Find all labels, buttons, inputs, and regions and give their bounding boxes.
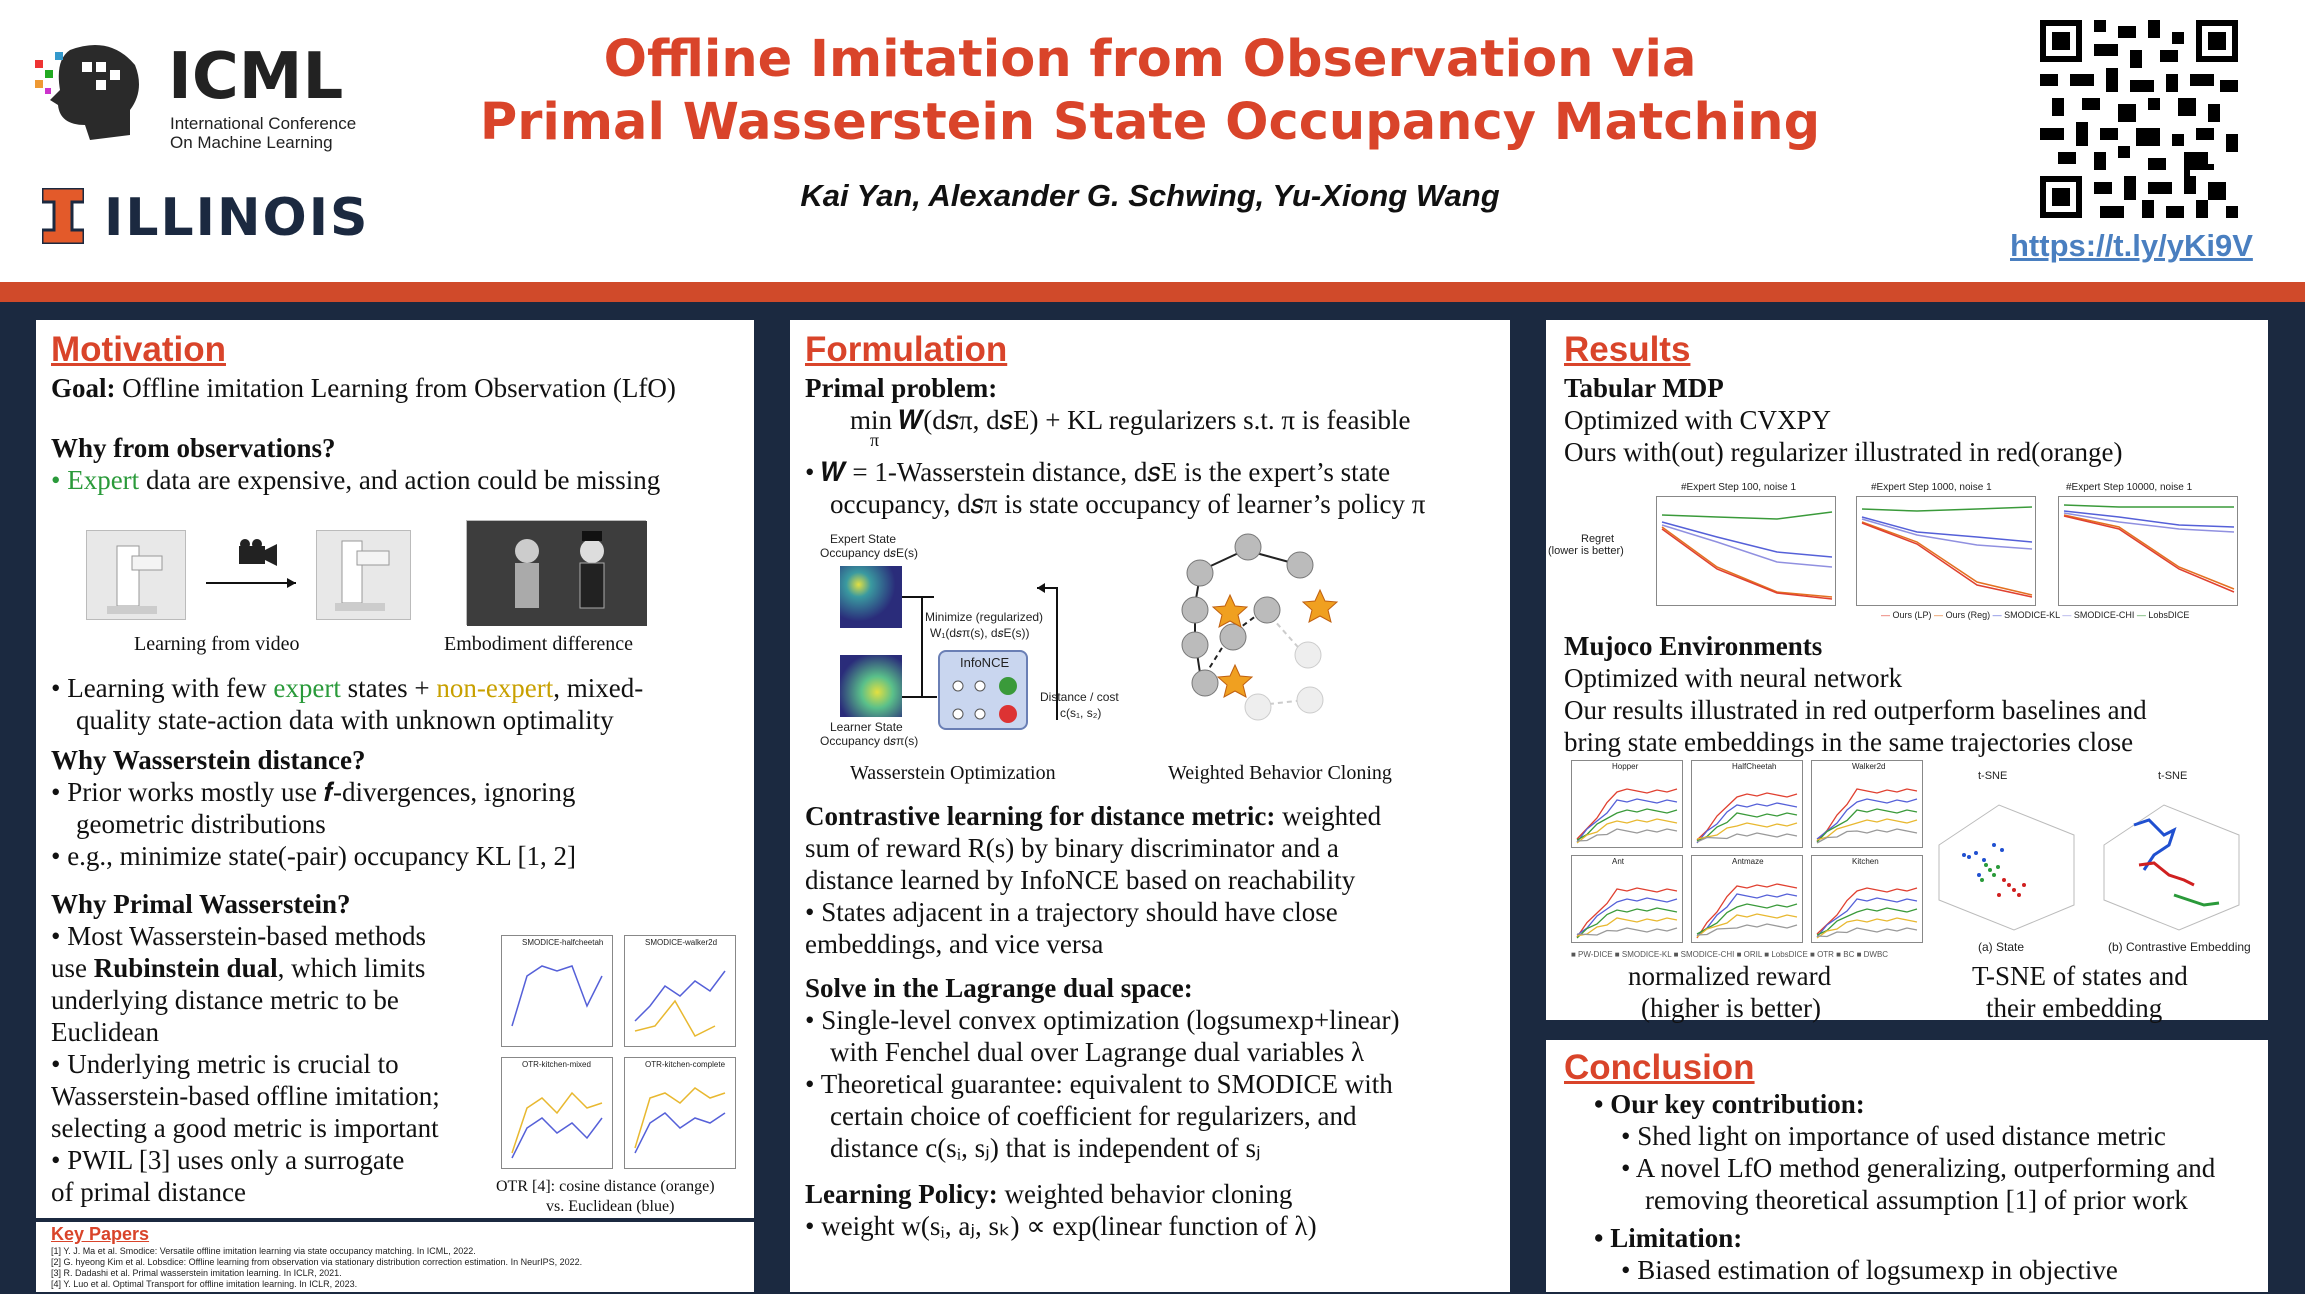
conclusion-heading: Conclusion	[1564, 1048, 1755, 1087]
w-def-2: occupancy, d𝑠π is state occupancy of learner’s policy π	[830, 489, 1426, 519]
formulation-panel	[790, 320, 1510, 1292]
cl-l5: embeddings, and vice versa	[805, 929, 1104, 959]
fig-expert-label2: Occupancy d𝑠E(s)	[820, 546, 918, 560]
ref-2: [2] G. hyeong Kim et al. Lobsdice: Offline learning from observation via stationary distribution correction estimation. In NeurIPS, 2022.	[51, 1257, 583, 1267]
why-observations: Why from observations?	[51, 433, 336, 463]
otr-caption-2: vs. Euclidean (blue)	[546, 1198, 675, 1215]
mujoco-curve	[1817, 928, 1917, 937]
tabular-l2: Ours with(out) regularizer illustrated in red(orange)	[1564, 437, 2123, 467]
caption-norm-1: normalized reward	[1628, 961, 1832, 991]
expert-word: Expert	[67, 465, 140, 495]
title-line-1: Offline Imitation from Observation via	[603, 30, 1697, 89]
tabular-legend: — Ours (LP) — Ours (Reg) — SMODICE-KL — SMODICE-CHI — LobsDICE	[1881, 610, 2190, 620]
why-primal: Why Primal Wasserstein?	[51, 889, 351, 919]
fig-learner-label2: Occupancy d𝑠π(s)	[820, 734, 919, 748]
expert-heatmap	[840, 566, 902, 628]
fig-w1: W₁(d𝑠π(s), d𝑠E(s))	[930, 626, 1030, 640]
tsne-plots	[1924, 785, 2254, 935]
header-divider	[0, 282, 2305, 302]
qr-code-icon[interactable]	[2040, 20, 2238, 218]
mujoco-l3: bring state embeddings in the same trajectories close	[1564, 727, 2134, 757]
goal-text: Offline imitation Learning from Observation (LfO)	[115, 373, 676, 403]
mujoco-plot-antmaze	[1691, 855, 1803, 943]
results-heading: Results	[1564, 330, 1691, 369]
fig-minimize: Minimize (regularized)	[925, 610, 1044, 624]
goal-line	[51, 372, 676, 404]
mujoco-plot-title: HalfCheetah	[1732, 762, 1777, 771]
ref-1: [1] Y. J. Ma et al. Smodice: Versatile offline imitation learning via state occupancy matching. In ICML, 2022.	[51, 1246, 476, 1256]
mujoco-heading: Mujoco Environments	[1564, 631, 1823, 661]
expert-word-2: expert	[273, 673, 341, 703]
otr-plot-3: OTR-kitchen-mixed	[501, 1057, 613, 1169]
mujoco-curve	[1577, 918, 1677, 936]
caption-learning-video: Learning from video	[134, 633, 300, 655]
icml-sub2: On Machine Learning	[170, 133, 333, 152]
icml-logo-icon	[30, 40, 150, 150]
authors: Kai Yan, Alexander G. Schwing, Yu-Xiong Wang	[800, 178, 1500, 213]
mujoco-curve	[1817, 898, 1917, 937]
mujoco-plot-walker2d	[1811, 760, 1923, 848]
tsne-caption-a: (a) State	[1978, 940, 2025, 954]
kc-2: • A novel LfO method generalizing, outperforming and	[1621, 1153, 2216, 1183]
tab-plot-title-1: #Expert Step 100, noise 1	[1681, 482, 1797, 493]
goal-label: Goal:	[51, 373, 116, 403]
ref-3: [3] R. Dadashi et al. Primal wasserstein imitation learning. In ICLR, 2021.	[51, 1268, 342, 1278]
kc-3: removing theoretical assumption [1] of prior work	[1645, 1185, 2188, 1215]
bullet-few-expert: • Learning with few expert states + non-expert, mixed-	[51, 673, 644, 703]
mujoco-l1: Optimized with neural network	[1564, 663, 1903, 693]
why-wasserstein: Why Wasserstein distance?	[51, 745, 366, 775]
embodiment-image	[466, 520, 646, 625]
caption-tsne-1: T-SNE of states and	[1972, 961, 2188, 991]
mujoco-legend: ■ PW-DICE ■ SMODICE-KL ■ SMODICE-CHI ■ ORIL ■ LobsDICE ■ OTR ■ BC ■ DWBC	[1571, 950, 1889, 959]
primal-l3: underlying distance metric to be	[51, 985, 399, 1015]
mujoco-curve	[1697, 833, 1797, 842]
robot-video-image	[86, 530, 186, 620]
tab-plot-title-3: #Expert Step 10000, noise 1	[2066, 482, 2193, 493]
cl-l4: • States adjacent in a trajectory should have close	[805, 897, 1338, 927]
kc-1: • Shed light on importance of used distance metric	[1621, 1121, 2166, 1151]
regret-label2: (lower is better)	[1548, 545, 1624, 557]
key-contribution: • Our key contribution:	[1594, 1089, 1865, 1119]
primal-l5: • Underlying metric is crucial to	[51, 1049, 399, 1079]
title-line-2: Primal Wasserstein State Occupancy Matching	[479, 93, 1821, 152]
tabular-plot-2	[1856, 496, 2036, 606]
w-def-1: • 𝑾 = 1-Wasserstein distance, d𝑠E is the expert’s state	[805, 457, 1391, 487]
primal-equation: min 𝑾(d𝑠π, d𝑠E) + KL regularizers s.t. π is feasible	[850, 405, 1411, 435]
primal-l8: • PWIL [3] uses only a surrogate	[51, 1145, 405, 1175]
mujoco-plot-title: Hopper	[1612, 762, 1639, 771]
caption-wopt: Wasserstein Optimization	[850, 762, 1056, 784]
cl-l2: sum of reward R(s) by binary discriminator and a	[805, 833, 1339, 863]
sl-l4: certain choice of coefficient for regularizers, and	[830, 1101, 1357, 1131]
sl-l5: distance c(sᵢ, sⱼ) that is independent of sⱼ	[830, 1133, 1261, 1163]
bullet-expert-rest: data are expensive, and action could be missing	[139, 465, 661, 495]
mujoco-curve	[1577, 928, 1677, 935]
primal-l2: use Rubinstein dual, which limits	[51, 953, 426, 983]
mujoco-plot-halfcheetah	[1691, 760, 1803, 848]
tsne-title-a: t-SNE	[1978, 770, 2008, 782]
mujoco-curve	[1697, 904, 1797, 934]
poster-link[interactable]: https://t.ly/yKi9V	[2010, 228, 2253, 263]
lim-1: • Biased estimation of logsumexp in objective	[1621, 1255, 2118, 1285]
regret-label: Regret	[1581, 533, 1615, 545]
cl-l3: distance learned by InfoNCE based on reachability	[805, 865, 1356, 895]
results-panel	[1546, 320, 2268, 1023]
primal-l9: of primal distance	[51, 1177, 246, 1207]
infonce-box: InfoNCE	[938, 650, 1028, 730]
lp-l1: Learning Policy: weighted behavior cloning	[805, 1179, 1293, 1209]
tabular-heading: Tabular MDP	[1564, 373, 1724, 403]
learner-heatmap	[840, 655, 902, 717]
fig-cost: c(s₁, s₂)	[1060, 706, 1102, 720]
motivation-panel	[36, 320, 754, 1218]
mujoco-plot-hopper	[1571, 760, 1683, 848]
primal-l7: selecting a good metric is important	[51, 1113, 439, 1143]
mujoco-curve	[1817, 829, 1917, 843]
icml-sub1: International Conference	[170, 114, 357, 133]
icml-name: ICML	[168, 40, 344, 114]
infonce-nodes-icon	[940, 674, 1030, 734]
video-camera-icon	[201, 538, 311, 608]
conclusion-panel	[1546, 1040, 2268, 1292]
tabular-l1: Optimized with CVXPY	[1564, 405, 1831, 435]
mujoco-l2: Our results illustrated in red outperform baselines and	[1564, 695, 2147, 725]
caption-norm-2: (higher is better)	[1641, 993, 1821, 1023]
illinois-block-i-icon	[42, 188, 84, 244]
fig-learner-label: Learner State	[830, 720, 903, 734]
bullet-few-expert-l2: quality state-action data with unknown optimality	[76, 705, 614, 735]
mujoco-plot-kitchen	[1811, 855, 1923, 943]
cl-l1: Contrastive learning for distance metric: weighted	[805, 801, 1382, 831]
nonexpert-word: non-expert	[436, 673, 554, 703]
bullet-fdiv: • Prior works mostly use 𝒇-divergences, ignoring	[51, 777, 576, 807]
rubinstein-dual: Rubinstein dual	[93, 953, 278, 983]
sl-l2: with Fenchel dual over Lagrange dual variables λ	[830, 1037, 1365, 1067]
fig-distance: Distance / cost	[1040, 690, 1119, 704]
tabular-plot-3	[2058, 496, 2238, 606]
mujoco-plots	[1571, 760, 1931, 945]
robot-arm-image	[316, 530, 411, 620]
bullet-fdiv-l2: geometric distributions	[76, 809, 326, 839]
bullet-expert: • Expert data are expensive, and action could be missing	[51, 465, 661, 495]
mujoco-curve	[1577, 829, 1677, 841]
mujoco-plot-title: Walker2d	[1852, 762, 1886, 771]
otr-caption-1: OTR [4]: cosine distance (orange)	[496, 1178, 715, 1195]
caption-tsne-2: their embedding	[1986, 993, 2163, 1023]
tabular-plot-1	[1656, 496, 1836, 606]
otr-plot-1: SMODICE-halfcheetah	[501, 935, 613, 1047]
mujoco-plot-title: Antmaze	[1732, 857, 1764, 866]
motivation-heading: Motivation	[51, 330, 226, 369]
mujoco-curve	[1697, 793, 1797, 840]
tsne-title-b: t-SNE	[2158, 770, 2188, 782]
primal-l6: Wasserstein-based offline imitation;	[51, 1081, 440, 1111]
otr-plot-2: SMODICE-walker2d	[624, 935, 736, 1047]
limitation: • Limitation:	[1594, 1223, 1743, 1253]
otr-plot-4: OTR-kitchen-complete	[624, 1057, 736, 1169]
illinois-wordmark: ILLINOIS	[104, 188, 370, 248]
keypapers-heading: Key Papers	[51, 1224, 150, 1244]
solve-heading: Solve in the Lagrange dual space:	[805, 973, 1193, 1003]
caption-wbc: Weighted Behavior Cloning	[1168, 762, 1392, 784]
keypapers-panel	[36, 1222, 754, 1292]
sl-l3: • Theoretical guarantee: equivalent to SMODICE with	[805, 1069, 1393, 1099]
poster-body	[0, 302, 2305, 1294]
sl-l1: • Single-level convex optimization (logsumexp+linear)	[805, 1005, 1400, 1035]
lp-l2: • weight w(sᵢ, aⱼ, sₖ) ∝ exp(linear function of λ)	[805, 1211, 1317, 1241]
tab-plot-title-2: #Expert Step 1000, noise 1	[1871, 482, 1992, 493]
primal-l1: • Most Wasserstein-based methods	[51, 921, 426, 951]
weighted-bc-diagram	[1160, 525, 1390, 755]
bullet-eg-kl: • e.g., minimize state(-pair) occupancy KL [1, 2]	[51, 841, 576, 871]
mujoco-plot-title: Ant	[1612, 857, 1625, 866]
ref-4: [4] Y. Luo et al. Optimal Transport for offline imitation learning. In ICLR, 2023.	[51, 1279, 358, 1289]
fig-expert-label: Expert State	[830, 532, 897, 546]
mujoco-plot-ant	[1571, 855, 1683, 943]
caption-embodiment: Embodiment difference	[444, 633, 634, 655]
formulation-heading: Formulation	[805, 330, 1008, 369]
header	[0, 0, 2305, 282]
mujoco-curve	[1697, 884, 1797, 938]
primal-l4: Euclidean	[51, 1017, 159, 1047]
tsne-caption-b: (b) Contrastive Embedding	[2108, 940, 2251, 954]
primal-problem: Primal problem:	[805, 373, 998, 403]
mujoco-plot-title: Kitchen	[1852, 857, 1879, 866]
primal-eq-sub: π	[870, 430, 880, 450]
mujoco-curve	[1697, 894, 1797, 936]
